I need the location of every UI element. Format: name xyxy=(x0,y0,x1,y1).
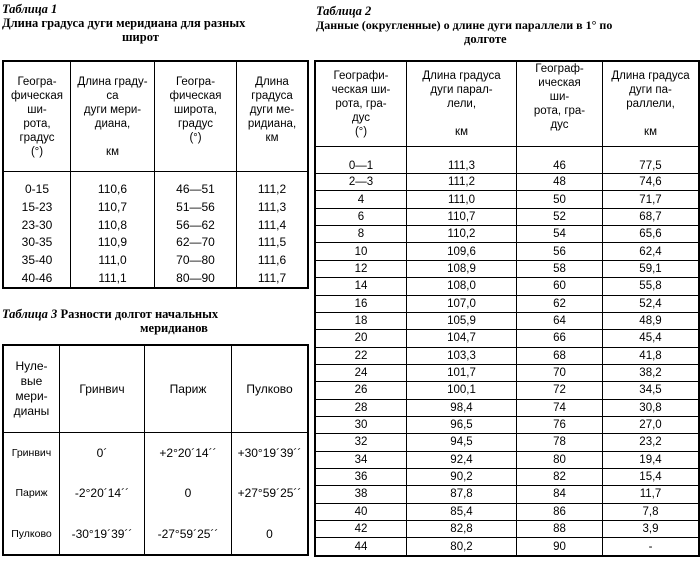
table1-cell-r4-c0: 35-40 xyxy=(3,252,71,270)
table2-cell-r15-c3: 27,0 xyxy=(603,416,700,433)
table2-cell-r11-c1: 103,3 xyxy=(407,347,517,364)
table2-cell-r3-c3: 68,7 xyxy=(603,208,700,225)
table2-cell-r14-c0: 28 xyxy=(315,399,407,416)
table3-cell-r1-c0: Париж xyxy=(3,473,60,513)
table-row xyxy=(3,473,308,513)
table2-cell-r18-c2: 82 xyxy=(517,468,603,485)
table2-cell-r13-c0: 26 xyxy=(315,382,407,399)
table1-header-latitude: Геогра- фическая ши- рота, градус (°) xyxy=(3,61,71,172)
table2-cell-r7-c2: 60 xyxy=(517,278,603,295)
table-row xyxy=(315,399,699,416)
table2-cell-r7-c1: 108,0 xyxy=(407,278,517,295)
table2-cell-r16-c1: 94,5 xyxy=(407,434,517,451)
table-row xyxy=(315,330,699,347)
table2-cell-r10-c3: 45,4 xyxy=(603,330,700,347)
table-row xyxy=(315,260,699,277)
table2-cell-r4-c3: 65,6 xyxy=(603,226,700,243)
table2-cell-r11-c2: 68 xyxy=(517,347,603,364)
table2-caption xyxy=(316,4,700,46)
table2-cell-r15-c2: 76 xyxy=(517,416,603,433)
table2-cell-r3-c2: 52 xyxy=(517,208,603,225)
table-row xyxy=(315,243,699,260)
table2-cell-r11-c3: 41,8 xyxy=(603,347,700,364)
table-row xyxy=(315,434,699,451)
table1-header-length: Длина граду- са дуги мери- диана, км xyxy=(71,61,155,172)
table-row xyxy=(315,147,699,174)
table2-cell-r17-c1: 92,4 xyxy=(407,451,517,468)
table2-cell-r16-c3: 23,2 xyxy=(603,434,700,451)
table1-cell-r3-c0: 30-35 xyxy=(3,234,71,252)
table-row xyxy=(315,347,699,364)
table2-cell-r21-c1: 82,8 xyxy=(407,520,517,537)
table2-cell-r3-c1: 110,7 xyxy=(407,208,517,225)
table-row xyxy=(315,382,699,399)
table2-cell-r18-c3: 15,4 xyxy=(603,468,700,485)
table-row xyxy=(315,468,699,485)
table3-cell-r1-c3: +27°59´25´´ xyxy=(232,473,309,513)
table2-cell-r13-c2: 72 xyxy=(517,382,603,399)
table3-header-paris: Париж xyxy=(145,345,232,433)
table-row xyxy=(315,486,699,503)
table2-cell-r8-c1: 107,0 xyxy=(407,295,517,312)
table2-cell-r6-c2: 58 xyxy=(517,260,603,277)
table3-header-pulkovo: Пулково xyxy=(232,345,309,433)
table3-cell-r0-c0: Гринвич xyxy=(3,433,60,474)
table1-cell-r2-c3: 111,4 xyxy=(237,216,309,234)
table1-cell-r5-c3: 111,7 xyxy=(237,269,309,288)
table2-cell-r1-c2: 48 xyxy=(517,174,603,191)
table1-cell-r5-c2: 80—90 xyxy=(155,269,237,288)
table2-cell-r18-c1: 90,2 xyxy=(407,468,517,485)
table3-cell-r2-c3: 0 xyxy=(232,514,309,556)
table1-cell-r0-c1: 110,6 xyxy=(71,172,155,199)
table2-cell-r0-c1: 111,3 xyxy=(407,147,517,174)
table2-cell-r5-c2: 56 xyxy=(517,243,603,260)
table2-cell-r9-c3: 48,9 xyxy=(603,312,700,329)
table-row xyxy=(315,520,699,537)
table2-cell-r9-c1: 105,9 xyxy=(407,312,517,329)
table-row xyxy=(3,269,308,288)
table2-cell-r12-c1: 101,7 xyxy=(407,364,517,381)
table2-cell-r15-c1: 96,5 xyxy=(407,416,517,433)
table2-cell-r12-c3: 38,2 xyxy=(603,364,700,381)
table1-cell-r2-c0: 23-30 xyxy=(3,216,71,234)
table1-cell-r1-c2: 51—56 xyxy=(155,199,237,217)
table-row xyxy=(3,172,308,199)
table2-cell-r5-c3: 62,4 xyxy=(603,243,700,260)
table1-title: Длина градуса дуги меридиана для разных xyxy=(2,16,246,30)
table2-cell-r4-c2: 54 xyxy=(517,226,603,243)
table2-cell-r9-c2: 64 xyxy=(517,312,603,329)
table2-cell-r20-c2: 86 xyxy=(517,503,603,520)
table2-cell-r2-c0: 4 xyxy=(315,191,407,208)
table2-cell-r7-c3: 55,8 xyxy=(603,278,700,295)
table2-cell-r5-c1: 109,6 xyxy=(407,243,517,260)
table2-cell-r4-c1: 110,2 xyxy=(407,226,517,243)
table1-meridian-degree-length xyxy=(2,60,309,289)
table-row xyxy=(315,538,699,556)
table1-title-line2: широт xyxy=(122,30,159,44)
table2-parallel-degree-length xyxy=(314,60,700,557)
table1-cell-r1-c3: 111,3 xyxy=(237,199,309,217)
table1-cell-r0-c3: 111,2 xyxy=(237,172,309,199)
table-row xyxy=(315,295,699,312)
table-row xyxy=(315,503,699,520)
table3-cell-r0-c2: +2°20´14´´ xyxy=(145,433,232,474)
table1-cell-r4-c1: 111,0 xyxy=(71,252,155,270)
table-row xyxy=(315,174,699,191)
table2-cell-r12-c2: 70 xyxy=(517,364,603,381)
table2-cell-r3-c0: 6 xyxy=(315,208,407,225)
table-row xyxy=(3,514,308,556)
table1-cell-r1-c0: 15-23 xyxy=(3,199,71,217)
table1-cell-r5-c0: 40-46 xyxy=(3,269,71,288)
table2-cell-r9-c0: 18 xyxy=(315,312,407,329)
table3-prime-meridian-differences xyxy=(2,344,309,556)
table2-cell-r2-c2: 50 xyxy=(517,191,603,208)
table2-cell-r20-c0: 40 xyxy=(315,503,407,520)
table2-cell-r0-c2: 46 xyxy=(517,147,603,174)
table1-header-length-2: Длина градуса дуги ме- ридиана, км xyxy=(237,61,309,172)
table2-cell-r0-c3: 77,5 xyxy=(603,147,700,174)
table2-cell-r19-c2: 84 xyxy=(517,486,603,503)
table2-cell-r21-c2: 88 xyxy=(517,520,603,537)
table2-cell-r8-c0: 16 xyxy=(315,295,407,312)
table2-cell-r2-c1: 111,0 xyxy=(407,191,517,208)
table2-cell-r13-c1: 100,1 xyxy=(407,382,517,399)
table2-cell-r10-c2: 66 xyxy=(517,330,603,347)
table2-cell-r17-c3: 19,4 xyxy=(603,451,700,468)
table2-cell-r14-c1: 98,4 xyxy=(407,399,517,416)
table2-cell-r22-c3: - xyxy=(603,538,700,556)
table1-cell-r4-c2: 70—80 xyxy=(155,252,237,270)
table3-cell-r0-c1: 0´ xyxy=(60,433,145,474)
table2-cell-r21-c3: 3,9 xyxy=(603,520,700,537)
table-row xyxy=(3,216,308,234)
table1-cell-r5-c1: 111,1 xyxy=(71,269,155,288)
table2-cell-r22-c1: 80,2 xyxy=(407,538,517,556)
table1-cell-r3-c2: 62—70 xyxy=(155,234,237,252)
table-row xyxy=(3,234,308,252)
table2-header-length-2: Длина градуса дуги па- раллели, км xyxy=(603,61,700,147)
table2-cell-r6-c1: 108,9 xyxy=(407,260,517,277)
table2-cell-r17-c0: 34 xyxy=(315,451,407,468)
table2-cell-r17-c2: 80 xyxy=(517,451,603,468)
table1-header-row xyxy=(3,61,308,172)
table1-cell-r3-c1: 110,9 xyxy=(71,234,155,252)
table2-cell-r15-c0: 30 xyxy=(315,416,407,433)
table2-cell-r8-c2: 62 xyxy=(517,295,603,312)
table2-title-line2: долготе xyxy=(464,32,507,46)
table3-cell-r1-c1: -2°20´14´´ xyxy=(60,473,145,513)
table2-cell-r1-c0: 2—3 xyxy=(315,174,407,191)
table1-cell-r4-c3: 111,6 xyxy=(237,252,309,270)
table2-cell-r20-c3: 7,8 xyxy=(603,503,700,520)
table2-header-latitude-2: Географ- ическая ши- рота, гра- дус xyxy=(517,61,603,147)
table2-cell-r0-c0: 0—1 xyxy=(315,147,407,174)
table2-cell-r21-c0: 42 xyxy=(315,520,407,537)
table2-cell-r22-c2: 90 xyxy=(517,538,603,556)
table-row xyxy=(315,208,699,225)
table2-number: Таблица 2 xyxy=(316,4,372,18)
table2-cell-r11-c0: 22 xyxy=(315,347,407,364)
table3-title-line2: меридианов xyxy=(140,321,208,335)
table2-cell-r2-c3: 71,7 xyxy=(603,191,700,208)
table-row xyxy=(315,312,699,329)
table2-cell-r1-c3: 74,6 xyxy=(603,174,700,191)
table2-title: Данные (округленные) о длине дуги параллели в 1° по xyxy=(316,18,613,32)
table2-cell-r19-c0: 38 xyxy=(315,486,407,503)
table1-number: Таблица 1 xyxy=(2,2,58,16)
table2-cell-r22-c0: 44 xyxy=(315,538,407,556)
table2-cell-r12-c0: 24 xyxy=(315,364,407,381)
table2-cell-r13-c3: 34,5 xyxy=(603,382,700,399)
table2-cell-r19-c3: 11,7 xyxy=(603,486,700,503)
table-row xyxy=(315,278,699,295)
table2-cell-r20-c1: 85,4 xyxy=(407,503,517,520)
table2-cell-r1-c1: 111,2 xyxy=(407,174,517,191)
table2-cell-r14-c3: 30,8 xyxy=(603,399,700,416)
table2-cell-r7-c0: 14 xyxy=(315,278,407,295)
table3-header-greenwich: Гринвич xyxy=(60,345,145,433)
table2-cell-r6-c3: 59,1 xyxy=(603,260,700,277)
table2-cell-r10-c1: 104,7 xyxy=(407,330,517,347)
table3-header-row xyxy=(3,345,308,433)
table1-cell-r3-c3: 111,5 xyxy=(237,234,309,252)
table1-cell-r0-c2: 46—51 xyxy=(155,172,237,199)
table2-cell-r5-c0: 10 xyxy=(315,243,407,260)
table3-header-zero-meridians: Нуле- вые мери- дианы xyxy=(3,345,60,433)
table2-cell-r18-c0: 36 xyxy=(315,468,407,485)
table3-cell-r2-c1: -30°19´39´´ xyxy=(60,514,145,556)
table2-cell-r8-c3: 52,4 xyxy=(603,295,700,312)
table1-cell-r2-c2: 56—62 xyxy=(155,216,237,234)
table2-header-latitude: Географи- ческая ши- рота, гра- дус (°) xyxy=(315,61,407,147)
table2-cell-r16-c2: 78 xyxy=(517,434,603,451)
table1-header-latitude-2: Геогра- фическая широта, градус (°) xyxy=(155,61,237,172)
table2-cell-r19-c1: 87,8 xyxy=(407,486,517,503)
table-row xyxy=(315,451,699,468)
table2-header-row xyxy=(315,61,699,147)
table2-cell-r16-c0: 32 xyxy=(315,434,407,451)
table-row xyxy=(315,416,699,433)
table-row xyxy=(315,364,699,381)
table3-cell-r1-c2: 0 xyxy=(145,473,232,513)
table3-cell-r2-c2: -27°59´25´´ xyxy=(145,514,232,556)
table2-cell-r6-c0: 12 xyxy=(315,260,407,277)
table-row xyxy=(315,226,699,243)
table1-caption xyxy=(2,2,312,44)
table3-cell-r2-c0: Пулково xyxy=(3,514,60,556)
table3-number: Таблица 3 xyxy=(2,307,58,321)
table1-cell-r0-c0: 0-15 xyxy=(3,172,71,199)
table2-cell-r10-c0: 20 xyxy=(315,330,407,347)
table1-cell-r2-c1: 110,8 xyxy=(71,216,155,234)
table2-cell-r4-c0: 8 xyxy=(315,226,407,243)
table3-caption xyxy=(2,307,312,335)
table-row xyxy=(3,252,308,270)
table2-cell-r14-c2: 74 xyxy=(517,399,603,416)
table3-cell-r0-c3: +30°19´39´´ xyxy=(232,433,309,474)
table-row xyxy=(3,199,308,217)
table1-cell-r1-c1: 110,7 xyxy=(71,199,155,217)
table3-title: Разности долгот начальных xyxy=(60,307,219,321)
table-row xyxy=(3,433,308,474)
table-row xyxy=(315,191,699,208)
table2-header-length: Длина градуса дуги парал- лели, км xyxy=(407,61,517,147)
